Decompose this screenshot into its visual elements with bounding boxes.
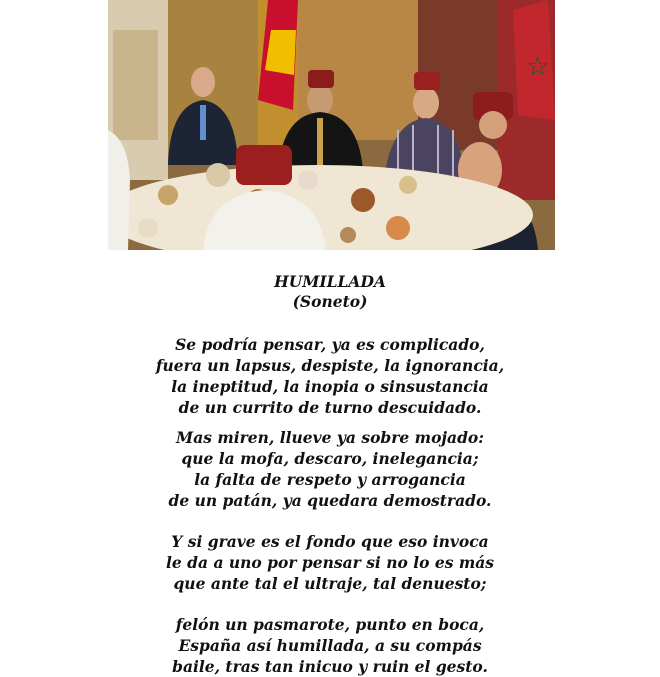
verse-line: que ante tal el ultraje, tal denuesto; (173, 574, 487, 593)
verse-line: fuera un lapsus, despiste, la ignorancia, (155, 356, 505, 375)
verse-line: Se podría pensar, ya es complicado, (175, 335, 485, 354)
stanza-4 (0, 614, 660, 677)
stanza-2 (0, 427, 660, 511)
banquet-photo (108, 0, 555, 250)
poem-title: HUMILLADA (274, 272, 386, 291)
verse-line: de un currito de turno descuidado. (178, 398, 482, 417)
poem (0, 272, 660, 677)
verse-line: Mas miren, llueve ya sobre mojado: (176, 428, 484, 447)
verse-line: felón un pasmarote, punto en boca, (175, 615, 485, 634)
stanza-1 (0, 334, 660, 418)
svg-text:☆: ☆ (526, 52, 550, 82)
verse-line: baile, tras tan inicuo y ruin el gesto. (172, 657, 488, 676)
verse-line: de un patán, ya quedara demostrado. (168, 491, 492, 510)
verse-line: le da a uno por pensar si no lo es más (166, 553, 494, 572)
verse-line: la falta de respeto y arrogancia (194, 470, 466, 489)
verse-line: Y si grave es el fondo que eso invoca (171, 532, 489, 551)
stanza-3 (0, 531, 660, 594)
verse-line: España así humillada, a su compás (178, 636, 482, 655)
poem-subtitle: (Soneto) (292, 292, 368, 311)
verse-line: la ineptitud, la inopia o sinsustancia (171, 377, 489, 396)
verse-line: que la mofa, descaro, inelegancia; (181, 449, 479, 468)
